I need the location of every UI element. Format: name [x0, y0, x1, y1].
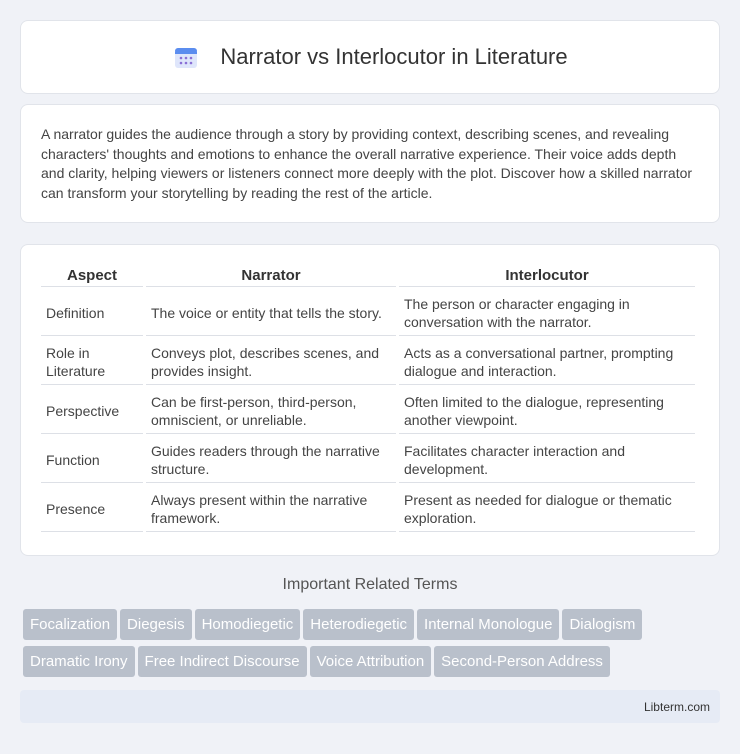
comparison-table	[38, 262, 698, 535]
cell-interlocutor: Acts as a conversational partner, prompting dialogue and interaction.	[399, 339, 695, 385]
footer	[20, 690, 720, 723]
cell-aspect: Presence	[41, 486, 143, 532]
page-title: Narrator vs Interlocutor in Literature	[220, 44, 568, 69]
comparison-card	[20, 244, 720, 556]
cell-interlocutor: Often limited to the dialogue, representing another viewpoint.	[399, 388, 695, 434]
tag-dialogism[interactable]: Dialogism	[562, 609, 642, 640]
footer-site-link[interactable]: Libterm.com	[643, 699, 710, 714]
tag-dramatic-irony[interactable]: Dramatic Irony	[23, 646, 135, 677]
tag-second-person-address[interactable]: Second-Person Address	[434, 646, 610, 677]
intro-text: A narrator guides the audience through a story by providing context, describing scenes, and revealing characters' thoughts and emotions to enhance the overall narrative experience. Their voice adds depth and clarity, helping viewers or listeners connect more deeply with the plot. Discover how a skilled narrator can transform your storytelling by reading the rest of the article.	[41, 126, 693, 201]
cell-narrator: Can be first-person, third-person, omniscient, or unreliable.	[146, 388, 396, 434]
cell-narrator: Always present within the narrative framework.	[146, 486, 396, 532]
related-terms-title: Important Related Terms	[282, 576, 458, 593]
tag-homodiegetic[interactable]: Homodiegetic	[195, 609, 301, 640]
related-terms-list	[23, 609, 723, 683]
cell-aspect: Role in Literature	[41, 339, 143, 385]
table-row	[41, 437, 695, 483]
tag-voice-attribution[interactable]: Voice Attribution	[310, 646, 432, 677]
cell-narrator: Guides readers through the narrative structure.	[146, 437, 396, 483]
cell-aspect: Perspective	[41, 388, 143, 434]
cell-narrator: The voice or entity that tells the story.	[146, 290, 396, 336]
table-header-row	[41, 265, 695, 287]
table-row	[41, 388, 695, 434]
cell-aspect: Definition	[41, 290, 143, 336]
cell-aspect: Function	[41, 437, 143, 483]
calendar-icon	[172, 43, 200, 71]
intro-card	[20, 104, 720, 223]
cell-narrator: Conveys plot, describes scenes, and provides insight.	[146, 339, 396, 385]
tag-diegesis[interactable]: Diegesis	[120, 609, 192, 640]
table-row	[41, 339, 695, 385]
cell-interlocutor: The person or character engaging in conversation with the narrator.	[399, 290, 695, 336]
header-narrator: Narrator	[146, 265, 396, 287]
header-interlocutor: Interlocutor	[399, 265, 695, 287]
table-row	[41, 486, 695, 532]
cell-interlocutor: Facilitates character interaction and development.	[399, 437, 695, 483]
tag-focalization[interactable]: Focalization	[23, 609, 117, 640]
table-row	[41, 290, 695, 336]
header-card	[20, 20, 720, 94]
header-aspect: Aspect	[41, 265, 143, 287]
cell-interlocutor: Present as needed for dialogue or thematic exploration.	[399, 486, 695, 532]
tag-heterodiegetic[interactable]: Heterodiegetic	[303, 609, 414, 640]
tag-free-indirect-discourse[interactable]: Free Indirect Discourse	[138, 646, 307, 677]
tag-internal-monologue[interactable]: Internal Monologue	[417, 609, 559, 640]
